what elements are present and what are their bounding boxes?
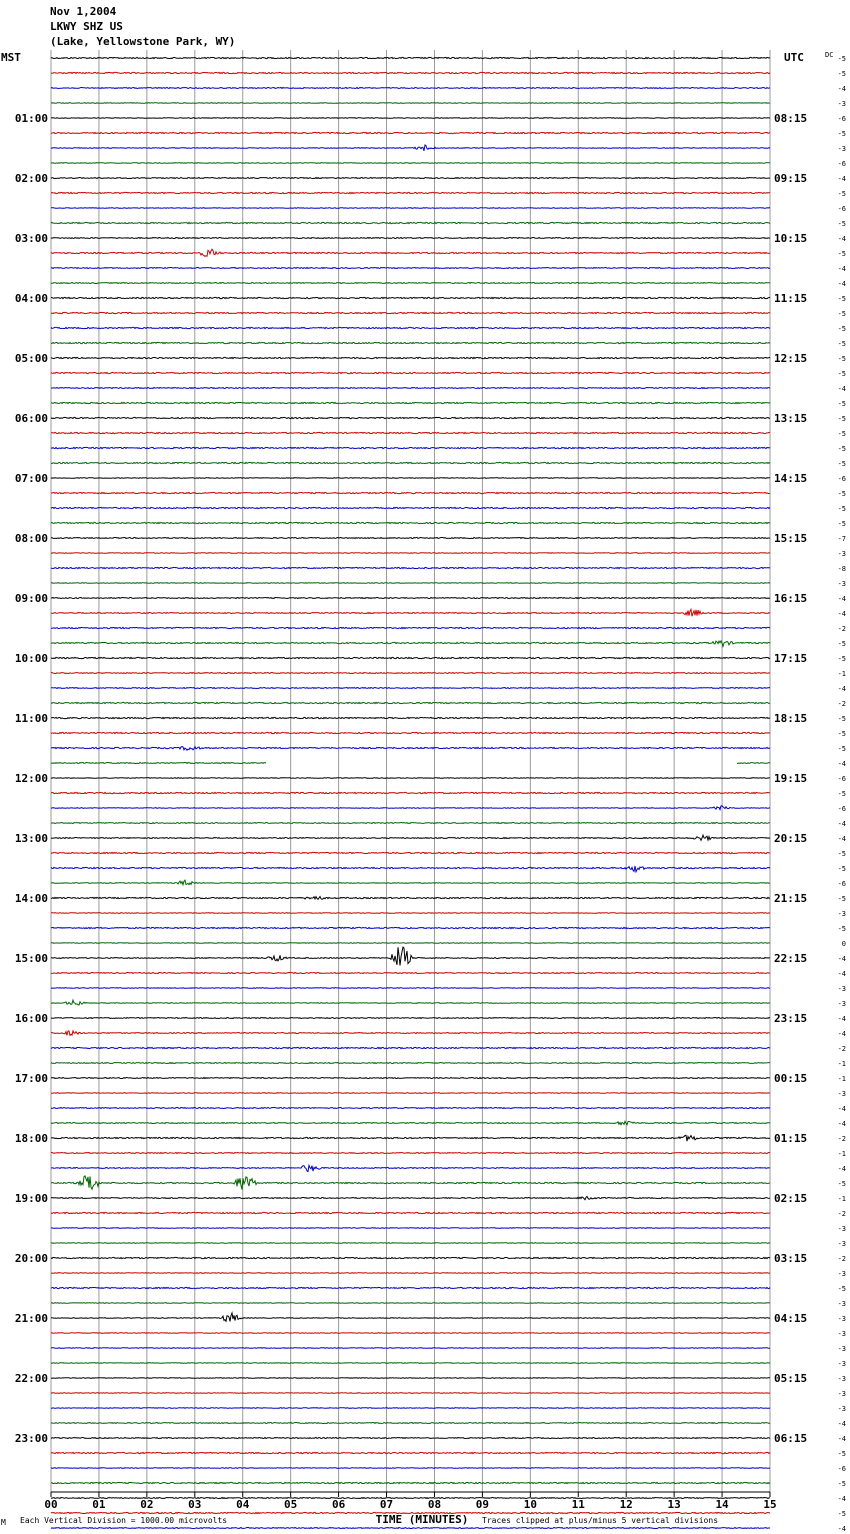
- traces: [51, 57, 770, 1534]
- mst-label-20: 21:00: [14, 1312, 48, 1325]
- dc-offset-40: -5: [837, 655, 846, 663]
- dc-offset-82: -5: [837, 1285, 846, 1293]
- corner-mark: M: [1, 1518, 6, 1527]
- trace-47: [51, 763, 770, 764]
- utc-label-11: 19:15: [774, 772, 808, 785]
- dc-offset-74: -4: [837, 1165, 846, 1173]
- dc-offset-12: -4: [837, 235, 846, 243]
- trace-24: [51, 417, 770, 418]
- trace-83: [51, 1303, 770, 1304]
- utc-label-20: 04:15: [774, 1312, 808, 1325]
- trace-78: [51, 1228, 770, 1229]
- trace-67: [51, 1063, 770, 1064]
- x-tick-label-6: 06: [331, 1498, 346, 1511]
- dc-offset-96: -4: [837, 1495, 846, 1503]
- trace-17: [51, 312, 770, 313]
- trace-49: [51, 792, 770, 793]
- trace-92: [51, 1438, 770, 1439]
- mst-label-18: 19:00: [14, 1192, 48, 1205]
- dc-offset-69: -3: [837, 1090, 846, 1098]
- dc-offset-70: -4: [837, 1105, 846, 1113]
- trace-68: [51, 1078, 770, 1079]
- utc-label-3: 11:15: [774, 292, 808, 305]
- utc-label-12: 20:15: [774, 832, 808, 845]
- mst-label-14: 15:00: [14, 952, 48, 965]
- dc-offset-17: -5: [837, 310, 846, 318]
- dc-offset-0: -5: [837, 55, 846, 63]
- trace-21: [51, 372, 770, 373]
- trace-98: [51, 1528, 770, 1529]
- x-tick-label-7: 07: [379, 1498, 394, 1511]
- trace-52: [51, 835, 770, 840]
- dc-offset-11: -5: [837, 220, 846, 228]
- x-tick-label-0: 00: [44, 1498, 58, 1511]
- dc-offset-25: -5: [837, 430, 846, 438]
- dc-offset-65: -4: [837, 1030, 846, 1038]
- dc-offset-58: -5: [837, 925, 846, 933]
- utc-label-8: 16:15: [774, 592, 808, 605]
- x-tick-label-9: 09: [475, 1498, 490, 1511]
- dc-offset-13: -5: [837, 250, 846, 258]
- trace-90: [51, 1408, 770, 1409]
- dc-offset-79: -3: [837, 1240, 846, 1248]
- dc-offset-60: -4: [837, 955, 846, 963]
- trace-62: [51, 988, 770, 989]
- trace-66: [51, 1047, 770, 1048]
- trace-43: [51, 702, 770, 703]
- trace-75: [51, 1176, 770, 1190]
- dc-offset-94: -6: [837, 1465, 846, 1473]
- dc-offset-44: -5: [837, 715, 846, 723]
- dc-offset-42: -4: [837, 685, 846, 693]
- mst-label-15: 16:00: [14, 1012, 48, 1025]
- utc-label-9: 17:15: [774, 652, 808, 665]
- dc-offset-66: -2: [837, 1045, 846, 1053]
- dc-offset-20: -5: [837, 355, 846, 363]
- trace-89: [51, 1393, 770, 1394]
- trace-27: [51, 462, 770, 463]
- dc-offset-31: -5: [837, 520, 846, 528]
- mst-label-1: 02:00: [14, 172, 48, 185]
- utc-label-18: 02:15: [774, 1192, 808, 1205]
- utc-label-22: 06:15: [774, 1432, 808, 1445]
- dc-offset-4: -6: [837, 115, 846, 123]
- dc-offset-2: -4: [837, 85, 846, 93]
- trace-85: [51, 1333, 770, 1334]
- trace-58: [51, 927, 770, 928]
- x-tick-label-15: 15: [763, 1498, 777, 1511]
- trace-79: [51, 1243, 770, 1244]
- dc-offset-55: -6: [837, 880, 846, 888]
- dc-offset-19: -5: [837, 340, 846, 348]
- dc-offset-32: -7: [837, 535, 846, 543]
- trace-9: [51, 192, 770, 193]
- dc-offset-51: -4: [837, 820, 846, 828]
- dc-offset-87: -3: [837, 1360, 846, 1368]
- utc-label-7: 15:15: [774, 532, 808, 545]
- left-axis-label: MST: [1, 51, 21, 64]
- grid: [51, 50, 770, 1492]
- dc-offset-34: -8: [837, 565, 846, 573]
- dc-offset-62: -3: [837, 985, 846, 993]
- dc-offset-57: -3: [837, 910, 846, 918]
- trace-25: [51, 432, 770, 433]
- trace-71: [51, 1121, 770, 1124]
- trace-70: [51, 1108, 770, 1109]
- trace-84: [51, 1313, 770, 1322]
- mst-label-7: 08:00: [14, 532, 48, 545]
- trace-57: [51, 913, 770, 914]
- trace-87: [51, 1363, 770, 1364]
- utc-label-21: 05:15: [774, 1372, 808, 1385]
- dc-offset-81: -3: [837, 1270, 846, 1278]
- trace-82: [51, 1287, 770, 1288]
- utc-label-15: 23:15: [774, 1012, 808, 1025]
- trace-51: [51, 823, 770, 824]
- trace-81: [51, 1273, 770, 1274]
- trace-59: [51, 943, 770, 944]
- x-tick-label-2: 02: [140, 1498, 154, 1511]
- mst-label-9: 10:00: [14, 652, 48, 665]
- dc-offset-89: -3: [837, 1390, 846, 1398]
- dc-offset-56: -5: [837, 895, 846, 903]
- dc-offset-63: -3: [837, 1000, 846, 1008]
- dc-offset-54: -5: [837, 865, 846, 873]
- dc-offset-29: -5: [837, 490, 846, 498]
- trace-11: [51, 222, 770, 223]
- dc-offset-52: -4: [837, 835, 846, 843]
- trace-91: [51, 1423, 770, 1424]
- trace-54: [51, 866, 770, 872]
- dc-offset-28: -6: [837, 475, 846, 483]
- dc-offset-8: -4: [837, 175, 846, 183]
- dc-offset-3: -3: [837, 100, 846, 108]
- trace-40: [51, 657, 770, 658]
- dc-offset-21: -5: [837, 370, 846, 378]
- trace-29: [51, 492, 770, 493]
- x-tick-label-8: 08: [427, 1498, 442, 1511]
- trace-94: [51, 1468, 770, 1469]
- dc-offset-23: -5: [837, 400, 846, 408]
- dc-offset-35: -3: [837, 580, 846, 588]
- utc-label-16: 00:15: [774, 1072, 808, 1085]
- dc-offset-91: -4: [837, 1420, 846, 1428]
- trace-18: [51, 327, 770, 328]
- mst-label-17: 18:00: [14, 1132, 48, 1145]
- trace-4: [51, 118, 770, 119]
- utc-label-17: 01:15: [774, 1132, 808, 1145]
- dc-offset-37: -4: [837, 610, 846, 618]
- dc-offset-75: -5: [837, 1180, 846, 1188]
- utc-label-1: 09:15: [774, 172, 808, 185]
- trace-72: [51, 1135, 770, 1141]
- mst-label-3: 04:00: [14, 292, 48, 305]
- dc-offset-14: -4: [837, 265, 846, 273]
- x-axis-label: TIME (MINUTES): [375, 1513, 469, 1526]
- trace-14: [51, 268, 770, 269]
- dc-offset-49: -5: [837, 790, 846, 798]
- trace-86: [51, 1348, 770, 1349]
- trace-30: [51, 507, 770, 508]
- trace-93: [51, 1452, 770, 1453]
- trace-32: [51, 538, 770, 539]
- trace-1: [51, 72, 770, 73]
- dc-offset-15: -4: [837, 280, 846, 288]
- dc-offset-43: -2: [837, 700, 846, 708]
- dc-label: DC: [825, 51, 834, 59]
- header-location: (Lake, Yellowstone Park, WY): [50, 35, 236, 48]
- trace-33: [51, 553, 770, 554]
- dc-offset-98: -4: [837, 1525, 846, 1533]
- trace-5: [51, 132, 770, 133]
- utc-label-0: 08:15: [774, 112, 808, 125]
- dc-offset-77: -2: [837, 1210, 846, 1218]
- trace-3: [51, 103, 770, 104]
- trace-45: [51, 732, 770, 733]
- trace-74: [51, 1165, 770, 1171]
- trace-34: [51, 567, 770, 568]
- utc-label-6: 14:15: [774, 472, 808, 485]
- utc-label-2: 10:15: [774, 232, 808, 245]
- x-tick-label-5: 05: [284, 1498, 298, 1511]
- dc-offset-80: -2: [837, 1255, 846, 1263]
- dc-offset-59: 0: [841, 940, 846, 948]
- mst-label-12: 13:00: [14, 832, 48, 845]
- trace-76: [51, 1196, 770, 1199]
- dc-offset-10: -6: [837, 205, 846, 213]
- dc-offset-83: -3: [837, 1300, 846, 1308]
- x-tick-label-12: 12: [619, 1498, 633, 1511]
- dc-offset-1: -5: [837, 70, 846, 78]
- mst-label-16: 17:00: [14, 1072, 48, 1085]
- dc-offset-50: -6: [837, 805, 846, 813]
- trace-73: [51, 1153, 770, 1154]
- trace-48: [51, 778, 770, 779]
- dc-offset-27: -5: [837, 460, 846, 468]
- trace-10: [51, 208, 770, 209]
- scale-note: Each Vertical Division = 1000.00 microvolts: [20, 1516, 228, 1525]
- mst-hour-labels: [15, 112, 48, 1445]
- trace-0: [51, 57, 770, 58]
- dc-offset-24: -5: [837, 415, 846, 423]
- trace-23: [51, 402, 770, 403]
- trace-31: [51, 522, 770, 523]
- trace-22: [51, 388, 770, 389]
- dc-offset-78: -3: [837, 1225, 846, 1233]
- trace-13: [51, 249, 770, 256]
- dc-offset-97: -5: [837, 1510, 846, 1518]
- dc-offset-47: -4: [837, 760, 846, 768]
- utc-label-4: 12:15: [774, 352, 808, 365]
- mst-label-19: 20:00: [14, 1252, 48, 1265]
- dc-offset-41: -1: [837, 670, 846, 678]
- trace-42: [51, 688, 770, 689]
- trace-36: [51, 598, 770, 599]
- dc-offset-30: -5: [837, 505, 846, 513]
- trace-39: [51, 641, 770, 646]
- utc-label-5: 13:15: [774, 412, 808, 425]
- trace-80: [51, 1257, 770, 1258]
- x-tick-label-4: 04: [236, 1498, 250, 1511]
- trace-26: [51, 447, 770, 448]
- dc-offset-92: -4: [837, 1435, 846, 1443]
- trace-50: [51, 806, 770, 810]
- mst-label-6: 07:00: [14, 472, 48, 485]
- dc-offset-86: -3: [837, 1345, 846, 1353]
- dc-offset-88: -3: [837, 1375, 846, 1383]
- dc-offset-85: -3: [837, 1330, 846, 1338]
- utc-label-10: 18:15: [774, 712, 808, 725]
- dc-offset-95: -5: [837, 1480, 846, 1488]
- trace-55: [51, 880, 770, 885]
- trace-64: [51, 1018, 770, 1019]
- dc-offset-68: -1: [837, 1075, 846, 1083]
- x-tick-label-11: 11: [571, 1498, 585, 1511]
- dc-offset-84: -3: [837, 1315, 846, 1323]
- dc-offset-7: -6: [837, 160, 846, 168]
- trace-8: [51, 178, 770, 179]
- dc-offset-72: -2: [837, 1135, 846, 1143]
- x-tick-label-13: 13: [667, 1498, 681, 1511]
- trace-53: [51, 852, 770, 853]
- dc-offset-53: -5: [837, 850, 846, 858]
- trace-28: [51, 478, 770, 479]
- mst-label-22: 23:00: [14, 1432, 48, 1445]
- dc-offset-76: -1: [837, 1195, 846, 1203]
- dc-offset-73: -1: [837, 1150, 846, 1158]
- dc-offset-64: -4: [837, 1015, 846, 1023]
- dc-offset-71: -4: [837, 1120, 846, 1128]
- mst-label-10: 11:00: [14, 712, 48, 725]
- header-station: LKWY SHZ US: [50, 20, 123, 33]
- trace-12: [51, 238, 770, 239]
- mst-label-2: 03:00: [14, 232, 48, 245]
- dc-offset-22: -4: [837, 385, 846, 393]
- trace-2: [51, 88, 770, 89]
- dc-offset-45: -5: [837, 730, 846, 738]
- dc-offset-9: -5: [837, 190, 846, 198]
- trace-77: [51, 1212, 770, 1213]
- trace-95: [51, 1482, 770, 1483]
- dc-offset-labels: [838, 55, 846, 1534]
- trace-46: [51, 747, 770, 751]
- trace-69: [51, 1093, 770, 1094]
- trace-61: [51, 973, 770, 974]
- dc-offset-16: -5: [837, 295, 846, 303]
- dc-offset-61: -4: [837, 970, 846, 978]
- dc-offset-36: -4: [837, 595, 846, 603]
- dc-offset-5: -5: [837, 130, 846, 138]
- right-axis-label: UTC: [784, 51, 804, 64]
- dc-offset-6: -3: [837, 145, 846, 153]
- chart-header: [50, 5, 235, 48]
- utc-label-13: 21:15: [774, 892, 808, 905]
- trace-56: [51, 897, 770, 900]
- trace-88: [51, 1378, 770, 1379]
- trace-60: [51, 947, 770, 965]
- trace-7: [51, 163, 770, 164]
- trace-20: [51, 357, 770, 358]
- utc-label-14: 22:15: [774, 952, 808, 965]
- trace-65: [51, 1031, 770, 1036]
- mst-label-13: 14:00: [14, 892, 48, 905]
- clip-note: Traces clipped at plus/minus 5 vertical divisions: [482, 1516, 719, 1525]
- dc-offset-18: -5: [837, 325, 846, 333]
- x-tick-label-14: 14: [715, 1498, 729, 1511]
- x-axis: [44, 1492, 776, 1511]
- mst-label-21: 22:00: [14, 1372, 48, 1385]
- utc-label-19: 03:15: [774, 1252, 808, 1265]
- dc-offset-38: -2: [837, 625, 846, 633]
- trace-37: [51, 609, 770, 616]
- utc-hour-labels: [774, 112, 807, 1445]
- trace-38: [51, 627, 770, 628]
- mst-label-0: 01:00: [14, 112, 48, 125]
- trace-16: [51, 297, 770, 298]
- trace-63: [51, 1000, 770, 1005]
- dc-offset-93: -5: [837, 1450, 846, 1458]
- dc-offset-46: -5: [837, 745, 846, 753]
- trace-19: [51, 342, 770, 343]
- trace-35: [51, 583, 770, 584]
- x-tick-label-10: 10: [523, 1498, 537, 1511]
- dc-offset-90: -3: [837, 1405, 846, 1413]
- dc-offset-33: -3: [837, 550, 846, 558]
- dc-offset-39: -5: [837, 640, 846, 648]
- mst-label-5: 06:00: [14, 412, 48, 425]
- dc-offset-67: -1: [837, 1060, 846, 1068]
- mst-label-4: 05:00: [14, 352, 48, 365]
- dc-offset-26: -5: [837, 445, 846, 453]
- x-tick-label-1: 01: [92, 1498, 106, 1511]
- mst-label-8: 09:00: [14, 592, 48, 605]
- trace-96: [51, 1498, 770, 1499]
- x-tick-label-3: 03: [188, 1498, 202, 1511]
- mst-label-11: 12:00: [14, 772, 48, 785]
- dc-offset-48: -6: [837, 775, 846, 783]
- trace-44: [51, 717, 770, 718]
- header-date: Nov 1,2004: [50, 5, 117, 18]
- trace-6: [51, 145, 770, 151]
- trace-15: [51, 283, 770, 284]
- trace-41: [51, 673, 770, 674]
